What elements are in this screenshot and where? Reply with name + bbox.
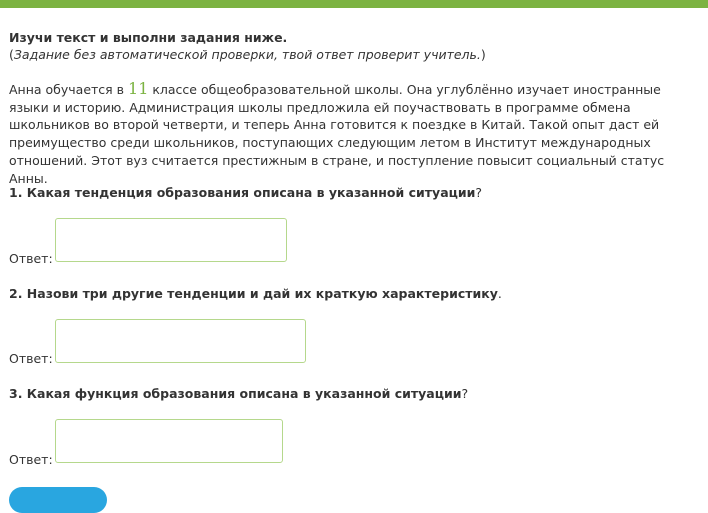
question-2-text: 2. Назови три другие тенденции и дай их краткую характеристику <box>9 286 498 301</box>
instructions-note: Задание без автоматической проверки, твой ответ проверит учитель. <box>13 47 481 62</box>
instructions <box>9 29 699 63</box>
answer-3-input[interactable] <box>55 419 283 463</box>
grade-number: 11 <box>128 79 149 98</box>
instructions-note-open: ( <box>9 47 14 62</box>
question-1-end: ? <box>475 185 483 200</box>
submit-button[interactable] <box>9 487 107 513</box>
task-content <box>9 29 699 187</box>
situation-text <box>9 80 699 187</box>
top-accent-bar <box>0 0 708 8</box>
question-1-text: 1. Какая тенденция образования описана в указанной ситуации <box>9 185 476 200</box>
answer-1-label: Ответ: <box>9 251 53 266</box>
situation-text-part2: классе общеобразовательной школы. Она углублённо изучает иностранные языки и историю. Администрация школы предложила ей поучаствовать в программе обмена школьников во второй четверти, и теперь Анна готовится к поездке в Китай. Такой опыт даст ей преимущество среди школьников, поступающих следующим летом в Институт международных отношений. Этот вуз считается престижным в стране, и поступление повысит социальный статус Анны. <box>9 82 665 186</box>
question-2-end: . <box>497 286 502 301</box>
instructions-note-close: ) <box>480 47 486 62</box>
answer-2-input[interactable] <box>55 319 306 363</box>
question-1 <box>9 184 482 201</box>
instructions-title: Изучи текст и выполни задания ниже. <box>9 30 288 45</box>
answer-1-input[interactable] <box>55 218 287 262</box>
question-3 <box>9 385 468 402</box>
answer-2-label: Ответ: <box>9 351 53 366</box>
situation-text-part1: Анна обучается в <box>9 82 129 97</box>
answer-3-label: Ответ: <box>9 452 53 467</box>
question-2 <box>9 285 502 302</box>
question-3-text: 3. Какая функция образования описана в указанной ситуации <box>9 386 462 401</box>
question-3-end: ? <box>461 386 469 401</box>
